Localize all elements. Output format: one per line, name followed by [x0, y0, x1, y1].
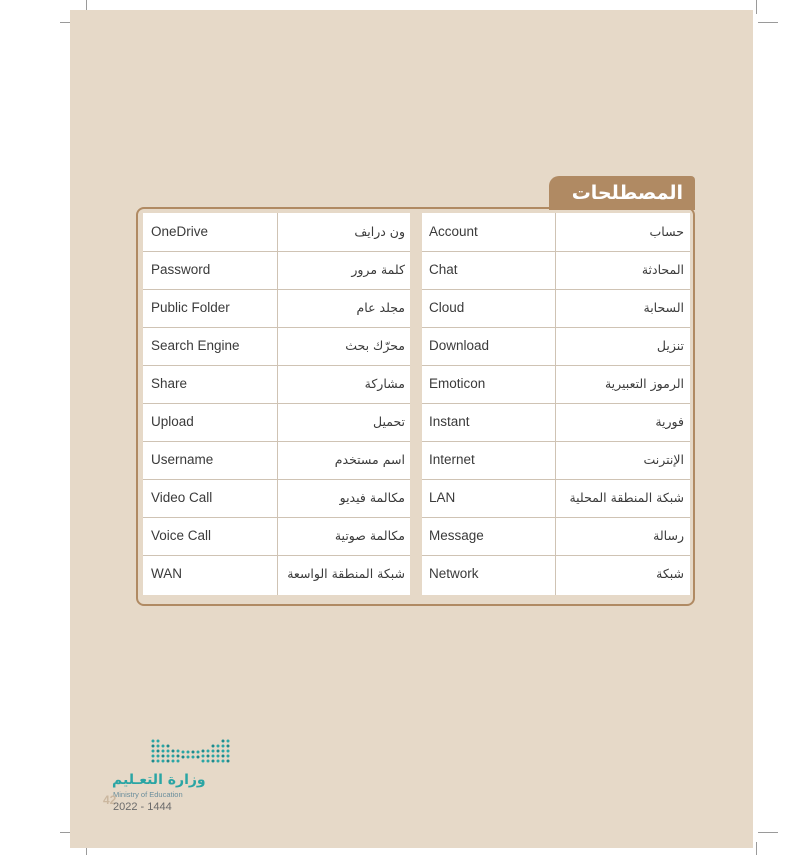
glossary-row	[143, 213, 410, 252]
glossary-row	[143, 479, 410, 518]
glossary-row	[422, 555, 690, 593]
glossary-row	[143, 327, 410, 366]
logo-dot	[227, 755, 230, 758]
glossary-row	[422, 479, 690, 518]
term-arabic: اسم مستخدم	[334, 452, 405, 467]
logo-dot	[162, 760, 165, 763]
ministry-name-arabic: وزارة التعـليم	[112, 772, 206, 788]
term-arabic: مكالمة صوتية	[334, 528, 405, 543]
logo-dot	[212, 760, 215, 763]
glossary-row	[422, 403, 690, 442]
ministry-logo-icon	[150, 738, 232, 764]
logo-dot	[177, 750, 180, 753]
term-english: Voice Call	[151, 528, 212, 543]
crop-mark	[758, 832, 778, 833]
term-arabic: رسالة	[653, 528, 684, 543]
logo-dot	[172, 750, 175, 753]
term-arabic: مكالمة فيديو	[339, 490, 405, 505]
logo-dot	[217, 750, 220, 753]
term-english: Password	[151, 262, 211, 277]
logo-dot	[157, 750, 160, 753]
logo-dot	[212, 750, 215, 753]
logo-dot	[152, 745, 155, 748]
crop-mark	[756, 0, 757, 14]
glossary-row	[143, 251, 410, 290]
logo-dot	[212, 755, 215, 758]
logo-dot	[152, 740, 155, 743]
term-arabic: شبكة المنطقة الواسعة	[287, 566, 405, 581]
glossary-row	[143, 555, 410, 593]
term-arabic: محرّك بحث	[345, 338, 405, 353]
term-english: Video Call	[151, 490, 213, 505]
glossary-row	[422, 289, 690, 328]
term-english: Emoticon	[429, 376, 486, 391]
logo-dot	[167, 760, 170, 763]
term-english: Account	[429, 224, 478, 239]
term-arabic: كلمة مرور	[351, 262, 405, 277]
term-arabic: السحابة	[643, 300, 684, 315]
page-number: 42	[103, 793, 117, 807]
term-arabic: ون درايف	[354, 224, 405, 239]
term-arabic: مجلد عام	[356, 300, 405, 315]
glossary-row	[422, 327, 690, 366]
glossary-row	[422, 441, 690, 480]
term-english: LAN	[429, 490, 456, 505]
logo-dot	[187, 756, 190, 759]
logo-dot	[222, 745, 225, 748]
logo-dot	[167, 745, 170, 748]
ministry-name-english: Ministry of Education	[113, 790, 183, 799]
glossary-row	[143, 403, 410, 442]
logo-dot	[162, 750, 165, 753]
logo-dot	[202, 750, 205, 753]
term-arabic: المحادثة	[641, 262, 684, 277]
logo-dot	[172, 755, 175, 758]
glossary-row	[143, 441, 410, 480]
logo-dot	[177, 760, 180, 763]
logo-dot	[182, 751, 185, 754]
crop-mark	[758, 22, 778, 23]
glossary-row	[422, 365, 690, 404]
logo-dot	[162, 755, 165, 758]
logo-dot	[192, 756, 195, 759]
glossary-row	[143, 517, 410, 556]
term-arabic: تنزيل	[656, 338, 684, 353]
term-english: Cloud	[429, 300, 465, 315]
glossary-row	[422, 251, 690, 290]
logo-dot	[162, 745, 165, 748]
term-english: Public Folder	[151, 300, 230, 315]
glossary-row	[422, 213, 690, 252]
term-english: Message	[429, 528, 484, 543]
logo-dot	[192, 751, 195, 754]
term-english: Search Engine	[151, 338, 240, 353]
term-arabic: تحميل	[372, 414, 405, 429]
logo-dot	[182, 756, 185, 759]
glossary-row	[143, 365, 410, 404]
term-english: WAN	[151, 566, 182, 581]
logo-dot	[167, 755, 170, 758]
logo-dot	[202, 760, 205, 763]
logo-dot	[187, 751, 190, 754]
logo-dot	[212, 745, 215, 748]
logo-dot	[227, 740, 230, 743]
term-english: Instant	[429, 414, 470, 429]
term-arabic: الرموز التعبيرية	[604, 376, 684, 391]
logo-dot	[157, 760, 160, 763]
logo-dot	[227, 760, 230, 763]
logo-dot	[152, 760, 155, 763]
term-arabic: شبكة المنطقة المحلية	[569, 490, 684, 505]
logo-dot	[167, 750, 170, 753]
logo-dot	[152, 755, 155, 758]
glossary-panel-right	[422, 213, 690, 595]
logo-dot	[222, 755, 225, 758]
logo-dot	[222, 760, 225, 763]
logo-dot	[202, 755, 205, 758]
edition-year: 2022 - 1444	[113, 801, 172, 813]
logo-dot	[157, 755, 160, 758]
logo-dot	[152, 750, 155, 753]
glossary-row	[143, 289, 410, 328]
logo-dot	[227, 750, 230, 753]
logo-dot	[222, 750, 225, 753]
logo-dot	[197, 756, 200, 759]
term-arabic: الإنترنت	[643, 452, 684, 467]
term-english: Download	[429, 338, 490, 353]
crop-mark	[756, 842, 757, 855]
logo-dot	[172, 760, 175, 763]
logo-dot	[157, 740, 160, 743]
logo-dot	[207, 760, 210, 763]
logo-dot	[197, 751, 200, 754]
logo-dot	[157, 745, 160, 748]
glossary-row	[422, 517, 690, 556]
term-english: Internet	[429, 452, 475, 467]
term-arabic: مشاركة	[364, 376, 405, 391]
term-english: Upload	[151, 414, 194, 429]
glossary-title: المصطلحات	[549, 176, 695, 210]
logo-dot	[222, 740, 225, 743]
term-english: Username	[151, 452, 214, 467]
logo-dot	[207, 750, 210, 753]
logo-dot	[217, 760, 220, 763]
term-english: OneDrive	[151, 224, 209, 239]
term-english: Network	[429, 566, 479, 581]
logo-dot	[217, 755, 220, 758]
term-arabic: فورية	[655, 414, 684, 429]
term-english: Share	[151, 376, 188, 391]
glossary-panel-left	[143, 213, 410, 595]
logo-dot	[207, 755, 210, 758]
logo-dot	[177, 755, 180, 758]
term-arabic: شبكة	[656, 566, 684, 581]
term-english: Chat	[429, 262, 458, 277]
logo-dot	[227, 745, 230, 748]
logo-dot	[217, 745, 220, 748]
term-arabic: حساب	[649, 224, 684, 239]
